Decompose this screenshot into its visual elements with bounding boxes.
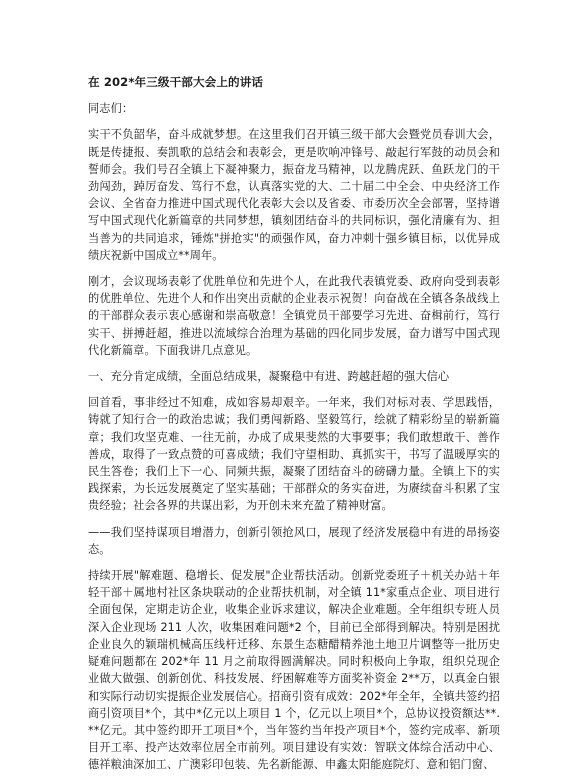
paragraph-enterprise-support: 持续开展"解难题、稳增长、促发展"企业帮扶活动。创新党委班子＋机关办站＋年轻干部＋属地村社区条块联动的企业帮扶机制，对全镇 11*家重点企业、项目进行全面包保，定期走访企业，收集企业诉求建议，解决企业难题。全年组织专班人员深入企业现场 211 人次，收集困难问题*2 个，目前已全部得到解决。特别是困扰企业良久的颖瑞机械高压线杆迁移、东景生态糖醋精养池土地卫片调整等一批历史疑难问题都在 202*年 11 月之前取得圆满解决。同时积极向上争取，组织兑现企业做大做强、创新创优、科技发展、纾困解难等方面奖补资金 2**万，以真金白银和实际行动切实提振企业发展信心。招商引资有成效：202*年全年，全镇共签约招商引资项目*个，其中*亿元以上项目 1 个，亿元以上项目*个，总协议投资额达**.**亿元。其中签约即开工项目*个，当年签约当年投产项目*个，签约完成率、新项目开工率、投产达效率位居全市前列。项目建设有实效：智联文体综合活动中心、德祥粮油深加工、广澳彩印包装、先名新能源、申鑫太阳能庭院灯、意和铝门窗、	[88, 569, 500, 772]
document-body	[88, 74, 500, 783]
paragraph-review: 回首看，事非经过不知难，成如容易却艰辛。一年来，我们对标对表、学思践悟，铸就了知行合一的政治忠诚；我们勇闯新路、坚毅笃行，绘就了精彩纷呈的崭新篇章；我们攻坚克难、一往无前，办成了成果斐然的大事要事；我们敢想敢干、善作善成，取得了一致点赞的可喜成绩；我们守望相助、真抓实干，书写了温暖厚实的民生答卷；我们上下一心、同频共振，凝聚了团结奋斗的磅礴力量。全镇上下的实践探索，为长远发展奠定了坚实基础；干部群众的务实奋进，为赓续奋斗积累了宝贵经验；社会各界的共谋出彩，为开创未来充盈了精神财富。	[88, 396, 500, 513]
paragraph-commendation: 刚才，会议现场表彰了优胜单位和先进个人，在此我代表镇党委、政府向受到表彰的优胜单位、先进个人和作出突出贡献的企业表示祝贺！向奋战在全镇各条战线上的干部群众表示衷心感谢和崇高敬意！全镇党员干部要学习先进、奋楫前行，笃行实干、拼搏赶超，推进以流域综合治理为基础的四化同步发展，奋力谱写中国式现代化新篇章。下面我讲几点意见。	[88, 275, 500, 357]
section-heading-one: 一、充分肯定成绩，全面总结成果，凝聚稳中有进、跨越赶超的强大信心	[88, 370, 450, 384]
document-title: 在 202*年三级干部大会上的讲话	[88, 75, 264, 89]
salutation: 同志们：	[88, 102, 134, 116]
paragraph-projects-lead: ——我们坚持谋项目增潜力，创新引领抢风口，展现了经济发展稳中有进的昂扬姿态。	[88, 525, 500, 556]
paragraph-intro: 实干不负韶华，奋斗成就梦想。在这里我们召开镇三级干部大会暨党员春训大会，既是传捷报、奏凯歌的总结会和表彰会，更是吹响冲锋号、敲起行军鼓的动员会和誓师会。我们号召全镇上下凝神聚力，振奋龙马精神，以龙腾虎跃、鱼跃龙门的干劲闯劲，踔厉奋发、笃行不怠，认真落实党的大、二十届二中全会、中央经济工作会议、全省奋力推进中国式现代化表彰大会以及省委、市委历次全会部署，坚持谱写中国式现代化新篇章的共同梦想，镇刻团结奋斗的共同标识，强化清廉有为、担当善为的共同追求，锤炼"拼抢实"的顽强作风，奋力冲刺十强乡镇目标，以优异成绩庆祝新中国成立**周年。	[88, 128, 500, 262]
